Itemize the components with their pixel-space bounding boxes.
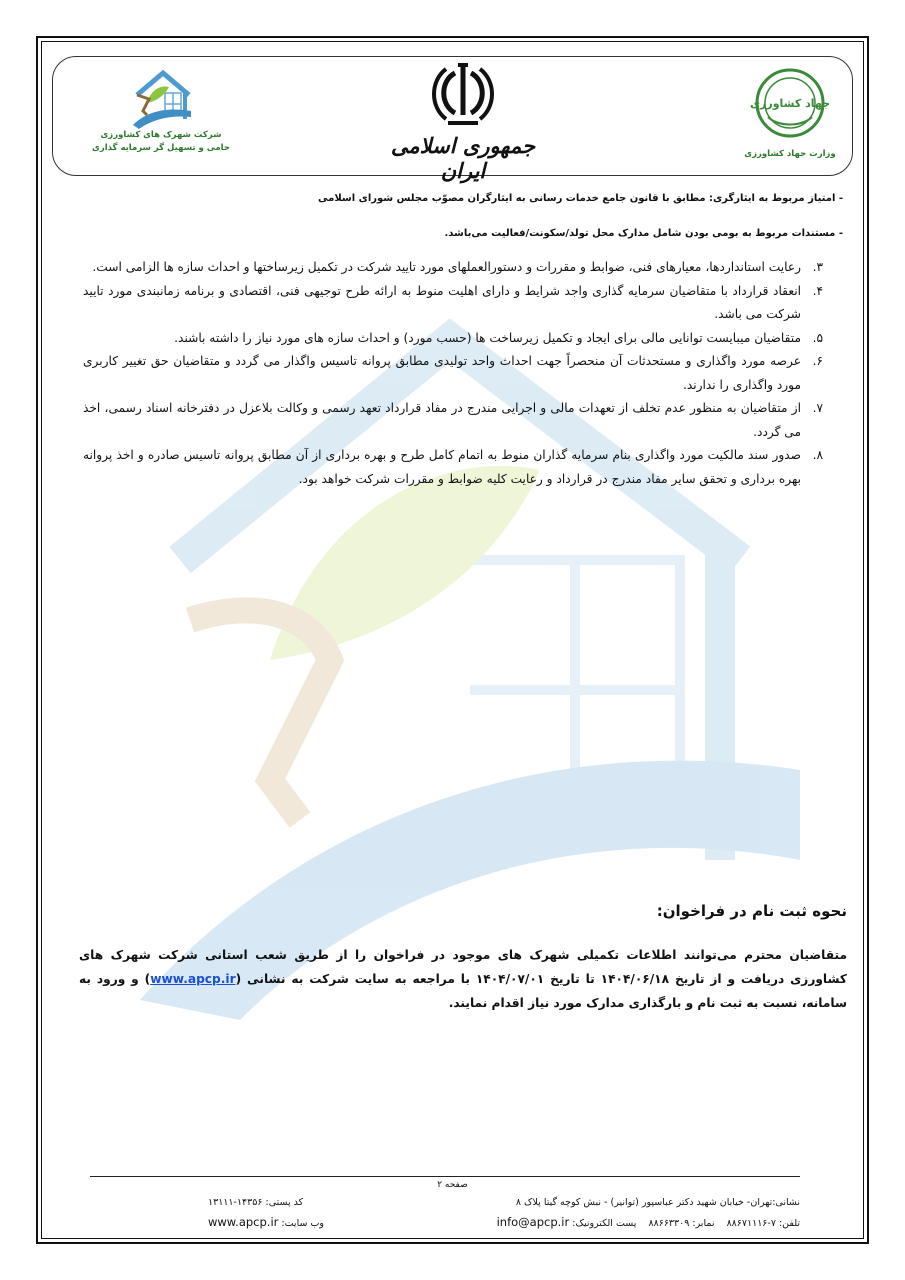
website-url[interactable]: www.apcp.ir bbox=[208, 1215, 279, 1229]
item-text: صدور سند مالکیت مورد واگذاری بنام سرمایه گذاران منوط به اتمام کامل طرح و بهره برداری از آن مطابق پروانه تاسیس صادره و اخذ پروانه بهره برداری و تحقق سایر مفاد مندرج در قرارداد و رعایت کلیه ضوابط و مقررات شرکت خواهد بود. bbox=[83, 448, 801, 486]
emblem-caption: جمهوری اسلامی ایران bbox=[390, 133, 536, 183]
ministry-caption: وزارت جهاد کشاورزی bbox=[744, 149, 836, 159]
item-text: عرصه مورد واگذاری و مستحدثات آن منحصراً جهت احداث واحد تولیدی مطابق پروانه تاسیس واگذار می گردد و متقاضیان حق تغییر کاربری مورد واگذاری را ندارند. bbox=[83, 354, 801, 392]
registration-text-1: متقاضیان محترم می‌توانند اطلاعات تکمیلی شهرک های موجود در فراخوان را از طریق شعب استانی شرکت شهرک های کشاورزی دریافت و از تاریخ ۱۴۰۴/۰۶/۱۸ تا تاریخ ۱۴۰۴/۰۷/۰۱ با مراجعه به سایت شرکت به نشانی ( bbox=[79, 948, 847, 986]
ministry-seal-icon bbox=[749, 67, 831, 139]
item-text: رعایت استانداردها، معیارهای فنی، ضوابط و مقررات و دستورالعملهای مورد تایید شرکت در تکمیل زیرساختها و احداث سازه ها الزامی است. bbox=[92, 260, 801, 274]
postal-label: کد پستی: bbox=[265, 1197, 304, 1208]
list-item bbox=[83, 327, 823, 351]
item-number: ۸. bbox=[812, 448, 823, 462]
footer-divider bbox=[90, 1176, 800, 1177]
postal-code bbox=[208, 1197, 303, 1208]
website-link[interactable]: www.apcp.ir bbox=[150, 972, 236, 986]
item-text: متقاضیان میبایست توانایی مالی برای ایجاد و تکمیل زیرساخت ها (حسب مورد) و احداث سازه های مورد نیاز را داشته باشند. bbox=[174, 330, 801, 345]
item-number: ۵. bbox=[812, 330, 823, 345]
iran-emblem bbox=[373, 63, 553, 183]
item-number: ۷. bbox=[812, 401, 823, 415]
list-item bbox=[83, 350, 823, 397]
letterhead bbox=[52, 56, 853, 183]
list-item bbox=[83, 280, 823, 327]
page-number: صفحه ۲ bbox=[437, 1180, 468, 1190]
contact-info bbox=[497, 1215, 800, 1229]
item-number: ۴. bbox=[812, 283, 823, 298]
item-number: ۳. bbox=[812, 260, 823, 274]
company-name-line2: حامی و تسهیل گر سرمایه گذاری bbox=[92, 143, 230, 153]
website bbox=[208, 1215, 324, 1229]
note-veterans: - امتیاز مربوط به ایثارگری: مطابق با قانون جامع خدمات رسانی به ایثارگران مصوّب مجلس شورای اسلامی bbox=[318, 193, 843, 204]
note-native-documents: - مستندات مربوط به بومی بودن شامل مدارک محل تولد/سکونت/فعالیت می‌باشد. bbox=[444, 228, 843, 239]
conditions-list bbox=[83, 256, 823, 491]
seal-text: جهاد کشاورزی bbox=[749, 97, 831, 110]
website-label: وب سایت: bbox=[281, 1218, 324, 1229]
email-label: پست الکترونیک: bbox=[572, 1218, 637, 1229]
address: نشانی:تهران- خیابان شهید دکتر عباسپور (توانیر) - نبش کوچه گیتا پلاک ۸ bbox=[515, 1197, 800, 1208]
agri-parks-company-logo bbox=[71, 65, 251, 173]
registration-title: نحوه ثبت نام در فراخوان: bbox=[656, 902, 847, 920]
list-item bbox=[83, 256, 823, 280]
list-item bbox=[83, 397, 823, 444]
list-item bbox=[83, 444, 823, 491]
house-leaf-icon bbox=[129, 65, 193, 129]
postal-value: ۱۴۳۵۶-۱۳۱۱۱ bbox=[208, 1197, 263, 1208]
item-number: ۶. bbox=[812, 354, 823, 368]
email[interactable]: info@apcp.ir bbox=[496, 1215, 570, 1229]
ministry-logo bbox=[740, 67, 840, 171]
registration-text-2: ) و ورود به سامانه، نسبت به ثبت نام و بارگذاری مدارک مورد نیاز اقدام نمایند. bbox=[79, 972, 847, 1010]
fax: نمابر: ۸۸۶۶۳۳۰۹ bbox=[648, 1218, 715, 1229]
company-name-line1: شرکت شهرک های کشاورزی bbox=[100, 130, 222, 140]
phone: تلفن: ۷-۸۸۶۷۱۱۱۶ bbox=[726, 1218, 800, 1229]
item-text: از متقاضیان به منظور عدم تخلف از تعهدات مالی و اجرایی مندرج در مفاد قرارداد تعهد رسمی و وکالت بلاعزل در دفترخانه اسناد رسمی، اخذ می گردد. bbox=[83, 401, 801, 439]
item-text: انعقاد قرارداد با متقاضیان سرمایه گذاری واجد شرایط و دارای اهلیت منوط به ارائه طرح توجیهی فنی، اقتصادی و برنامه زمانبندی مورد تایید شرکت می باشد. bbox=[83, 283, 801, 321]
registration-paragraph bbox=[79, 943, 847, 1015]
emblem-icon bbox=[428, 63, 498, 129]
